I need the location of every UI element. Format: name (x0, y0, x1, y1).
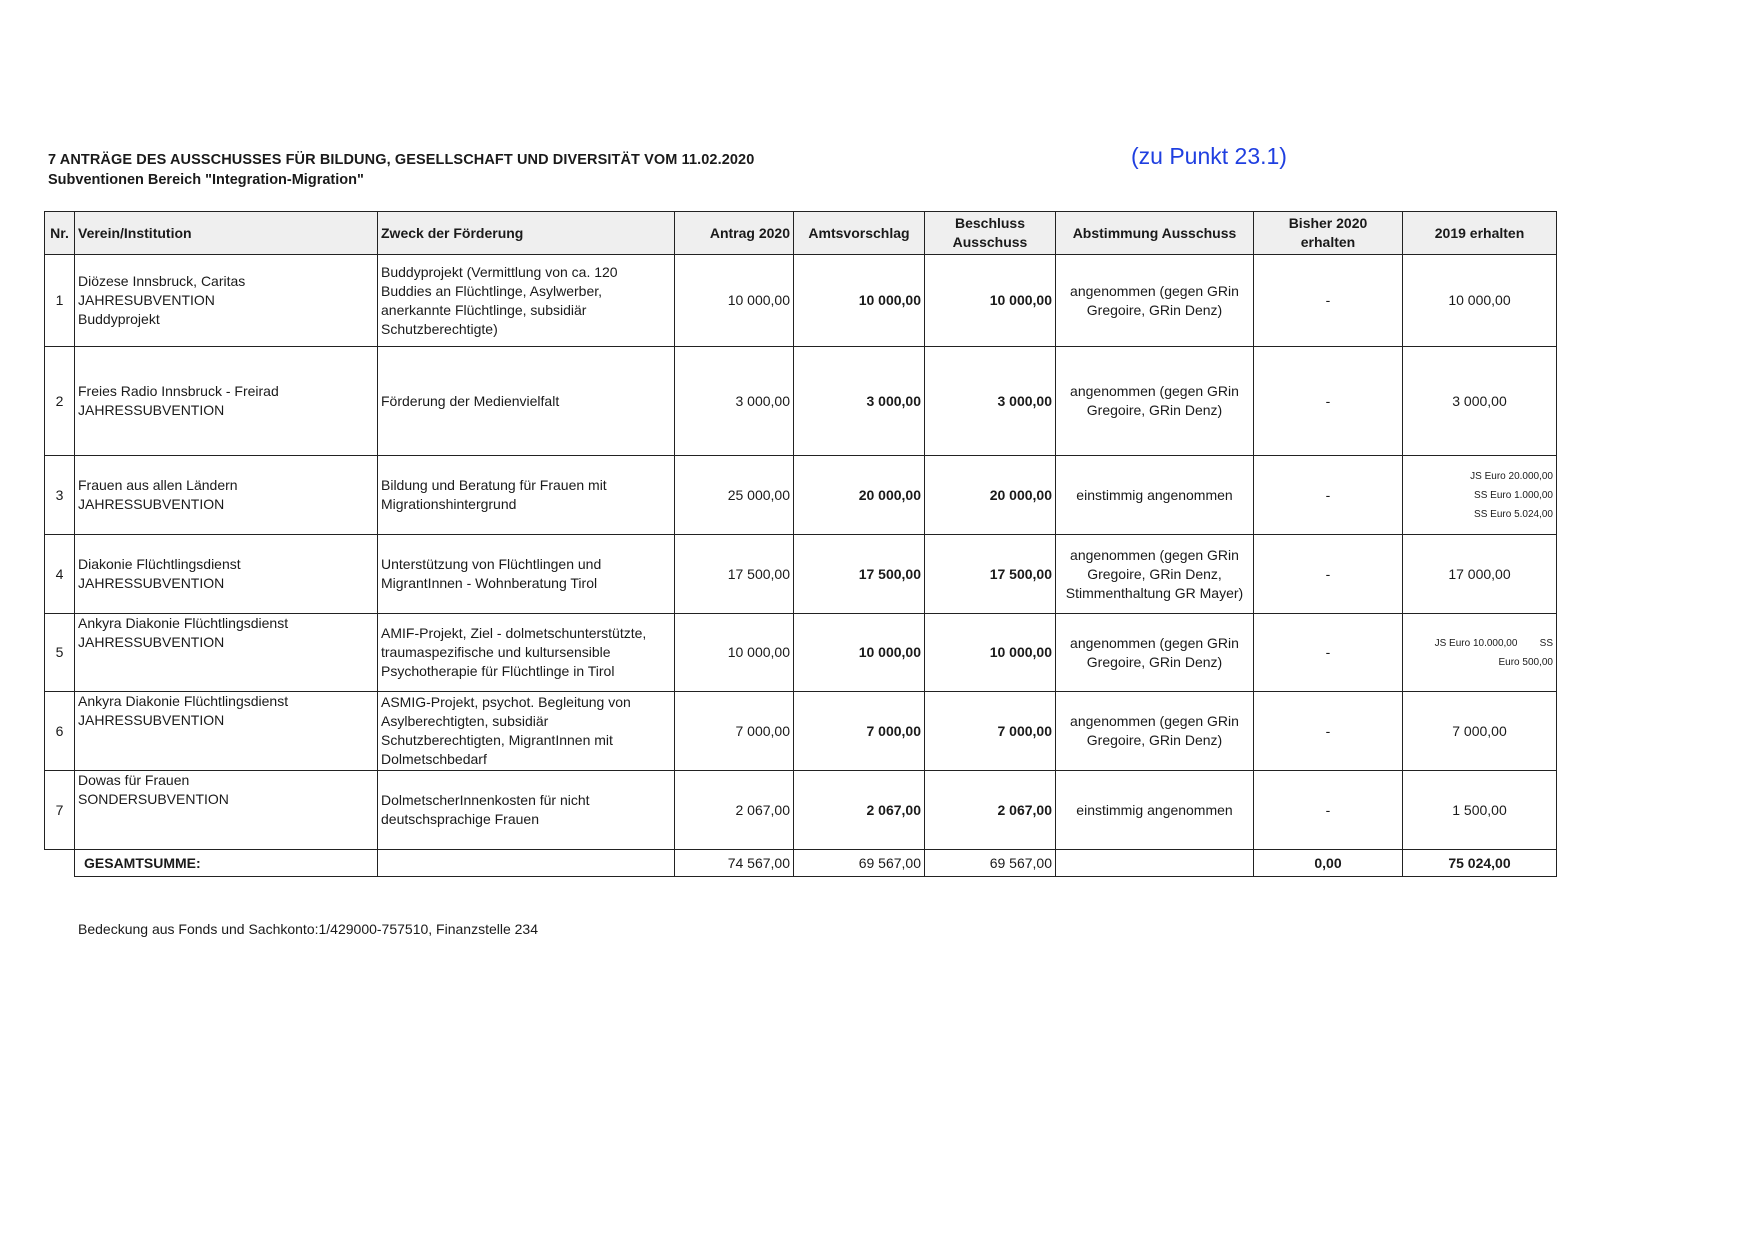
cell-nr: 2 (45, 347, 75, 456)
cell-line: Diakonie Flüchtlingsdienst (78, 556, 241, 572)
cell-nr: 4 (45, 535, 75, 614)
document-subtitle: Subventionen Bereich "Integration-Migration" (48, 172, 364, 188)
cell-line: Migrationshintergrund (381, 496, 517, 512)
cell-line: JS Euro 20.000,00 (1470, 470, 1553, 482)
cell-antrag: 2 067,00 (675, 771, 794, 850)
header-beschluss-line2: Ausschuss (952, 234, 1028, 250)
cell-line: JAHRESSUBVENTION (78, 634, 225, 650)
cell-beschluss: 7 000,00 (925, 692, 1056, 771)
cell-line: Ankyra Diakonie Flüchtlingsdienst (78, 615, 289, 631)
total-label: GESAMTSUMME: (75, 850, 378, 877)
cell-line: Gregoire, GRin Denz) (1086, 732, 1223, 748)
header-nr: Nr. (45, 212, 75, 255)
cell-abstimmung (1056, 614, 1254, 692)
document-title: 7 ANTRÄGE DES AUSSCHUSSES FÜR BILDUNG, GESELLSCHAFT UND DIVERSITÄT VOM 11.02.2020 (48, 152, 755, 168)
table-row (45, 535, 1557, 614)
cell-beschluss: 20 000,00 (925, 456, 1056, 535)
header-abstimmung: Abstimmung Ausschuss (1056, 212, 1254, 255)
table-header-row (45, 212, 1557, 255)
cell-nr: 1 (45, 255, 75, 347)
total-beschluss: 69 567,00 (925, 850, 1056, 877)
cell-bisher: - (1254, 614, 1403, 692)
cell-line: SS Euro 5.024,00 (1474, 508, 1553, 520)
cell-2019: 17 000,00 (1403, 535, 1557, 614)
cell-line: traumaspezifische und kultursensible (381, 644, 611, 660)
cell-bisher: - (1254, 456, 1403, 535)
header-beschluss (925, 212, 1056, 255)
cell-zweck (378, 456, 675, 535)
cell-line: Freies Radio Innsbruck - Freirad (78, 383, 279, 399)
cell-line: Schutzberechtigte) (381, 320, 498, 337)
cell-line: Unterstützung von Flüchtlingen und (381, 556, 602, 572)
cell-line: Buddyprojekt (78, 311, 160, 327)
cell-line: deutschsprachige Frauen (381, 811, 539, 827)
cell-verein (75, 456, 378, 535)
cell-line: SONDERSUBVENTION (78, 791, 229, 807)
funding-note: Bedeckung aus Fonds und Sachkonto:1/429000-757510, Finanzstelle 234 (78, 921, 539, 937)
table-row (45, 255, 1557, 347)
cell-zweck (378, 692, 675, 771)
cell-zweck (378, 255, 675, 347)
cell-blank (1056, 850, 1254, 877)
cell-bisher: - (1254, 771, 1403, 850)
cell-amtsvorschlag: 20 000,00 (794, 456, 925, 535)
cell-antrag: 10 000,00 (675, 614, 794, 692)
cell-line: JAHRESSUBVENTION (78, 496, 225, 512)
cell-line: angenommen (gegen GRin (1070, 282, 1239, 299)
cell-line: Dowas für Frauen (78, 772, 190, 788)
cell-antrag: 3 000,00 (675, 347, 794, 456)
cell-amtsvorschlag: 2 067,00 (794, 771, 925, 850)
header-amtsvorschlag: Amtsvorschlag (794, 212, 925, 255)
cell-line: Ankyra Diakonie Flüchtlingsdienst (78, 693, 289, 709)
cell-amtsvorschlag: 3 000,00 (794, 347, 925, 456)
table-row (45, 692, 1557, 771)
cell-line: angenommen (gegen GRin (1070, 713, 1239, 729)
table-row (45, 456, 1557, 535)
cell-antrag: 25 000,00 (675, 456, 794, 535)
cell-line: Buddies an Flüchtlinge, Asylwerber, (381, 282, 603, 299)
cell-beschluss: 17 500,00 (925, 535, 1056, 614)
cell-verein (75, 771, 378, 850)
cell-2019 (1403, 456, 1557, 535)
cell-line: angenommen (gegen GRin (1070, 634, 1239, 651)
cell-line: Euro 500,00 (1498, 656, 1553, 668)
cell-antrag: 10 000,00 (675, 255, 794, 347)
agenda-reference: (zu Punkt 23.1) (1131, 143, 1287, 169)
cell-line: einstimmig angenommen (1076, 486, 1233, 503)
cell-verein (75, 347, 378, 456)
cell-antrag: 17 500,00 (675, 535, 794, 614)
cell-line: Buddyprojekt (Vermittlung von ca. 120 (381, 263, 618, 280)
header-zweck: Zweck der Förderung (378, 212, 675, 255)
cell-abstimmung (1056, 347, 1254, 456)
cell-beschluss: 2 067,00 (925, 771, 1056, 850)
cell-zweck (378, 347, 675, 456)
cell-nr: 7 (45, 771, 75, 850)
cell-abstimmung (1056, 692, 1254, 771)
cell-blank (378, 850, 675, 877)
cell-abstimmung (1056, 255, 1254, 347)
header-verein: Verein/Institution (75, 212, 378, 255)
header-beschluss-line1: Beschluss (954, 215, 1026, 231)
cell-line: angenommen (gegen GRin (1070, 383, 1239, 399)
cell-nr: 5 (45, 614, 75, 692)
cell-beschluss: 10 000,00 (925, 255, 1056, 347)
cell-line: ASMIG-Projekt, psychot. Begleitung von (381, 694, 631, 710)
cell-2019: 3 000,00 (1403, 347, 1557, 456)
cell-line: Förderung der Medienvielfalt (381, 392, 560, 409)
cell-amtsvorschlag: 10 000,00 (794, 255, 925, 347)
cell-bisher: - (1254, 692, 1403, 771)
header-antrag: Antrag 2020 (675, 212, 794, 255)
cell-line: DolmetscherInnenkosten für nicht (381, 792, 590, 808)
total-amtsvorschlag: 69 567,00 (794, 850, 925, 877)
cell-nr: 3 (45, 456, 75, 535)
cell-line: Diözese Innsbruck, Caritas (78, 273, 246, 289)
cell-bisher: - (1254, 347, 1403, 456)
cell-blank (45, 850, 75, 877)
cell-amtsvorschlag: 17 500,00 (794, 535, 925, 614)
cell-line: Gregoire, GRin Denz) (1086, 301, 1223, 318)
cell-line: Schutzberechtigten, MigrantInnen mit (381, 732, 613, 748)
cell-line: einstimmig angenommen (1076, 801, 1233, 818)
total-antrag: 74 567,00 (675, 850, 794, 877)
cell-line: Gregoire, GRin Denz) (1086, 402, 1223, 418)
total-2019: 75 024,00 (1403, 850, 1557, 877)
cell-amtsvorschlag: 10 000,00 (794, 614, 925, 692)
cell-verein (75, 255, 378, 347)
cell-zweck (378, 614, 675, 692)
cell-line: Frauen aus allen Ländern (78, 477, 238, 493)
cell-line: JS Euro 10.000,00 SS (1434, 637, 1553, 649)
cell-verein (75, 692, 378, 771)
cell-bisher: - (1254, 255, 1403, 347)
cell-zweck (378, 535, 675, 614)
cell-verein (75, 535, 378, 614)
cell-amtsvorschlag: 7 000,00 (794, 692, 925, 771)
cell-line: Psychotherapie für Flüchtlinge in Tirol (381, 663, 615, 679)
cell-2019: 10 000,00 (1403, 255, 1557, 347)
table-row (45, 771, 1557, 850)
subsidy-table (44, 211, 1557, 877)
cell-line: Gregoire, GRin Denz) (1086, 653, 1223, 670)
cell-line: SS Euro 1.000,00 (1474, 489, 1553, 501)
cell-beschluss: 3 000,00 (925, 347, 1056, 456)
total-row (45, 850, 1557, 877)
total-bisher: 0,00 (1254, 850, 1403, 877)
cell-line: Asylberechtigten, subsidiär (381, 713, 549, 729)
cell-verein (75, 614, 378, 692)
cell-zweck (378, 771, 675, 850)
header-2019: 2019 erhalten (1403, 212, 1557, 255)
cell-line: Gregoire, GRin Denz, (1087, 565, 1222, 582)
table-row (45, 614, 1557, 692)
cell-line: JAHRESUBVENTION (78, 292, 215, 308)
cell-line: JAHRESSUBVENTION (78, 402, 225, 418)
cell-line: MigrantInnen - Wohnberatung Tirol (381, 575, 598, 591)
header-bisher (1254, 212, 1403, 255)
cell-line: JAHRESSUBVENTION (78, 575, 225, 591)
cell-line: AMIF-Projekt, Ziel - dolmetschunterstützte, (381, 625, 647, 641)
cell-line: JAHRESSUBVENTION (78, 712, 225, 728)
table-row (45, 347, 1557, 456)
cell-nr: 6 (45, 692, 75, 771)
cell-line: angenommen (gegen GRin (1070, 546, 1239, 563)
cell-bisher: - (1254, 535, 1403, 614)
cell-2019 (1403, 614, 1557, 692)
cell-2019: 7 000,00 (1403, 692, 1557, 771)
cell-line: Stimmenthaltung GR Mayer) (1065, 584, 1244, 601)
cell-line: Dolmetschbedarf (381, 751, 487, 767)
cell-abstimmung (1056, 456, 1254, 535)
cell-2019: 1 500,00 (1403, 771, 1557, 850)
cell-abstimmung (1056, 535, 1254, 614)
cell-line: anerkannte Flüchtlinge, subsidiär (381, 301, 587, 318)
header-bisher-line2: erhalten (1300, 234, 1356, 250)
cell-abstimmung (1056, 771, 1254, 850)
cell-line: Bildung und Beratung für Frauen mit (381, 477, 607, 493)
cell-beschluss: 10 000,00 (925, 614, 1056, 692)
header-bisher-line1: Bisher 2020 (1288, 215, 1368, 231)
cell-antrag: 7 000,00 (675, 692, 794, 771)
